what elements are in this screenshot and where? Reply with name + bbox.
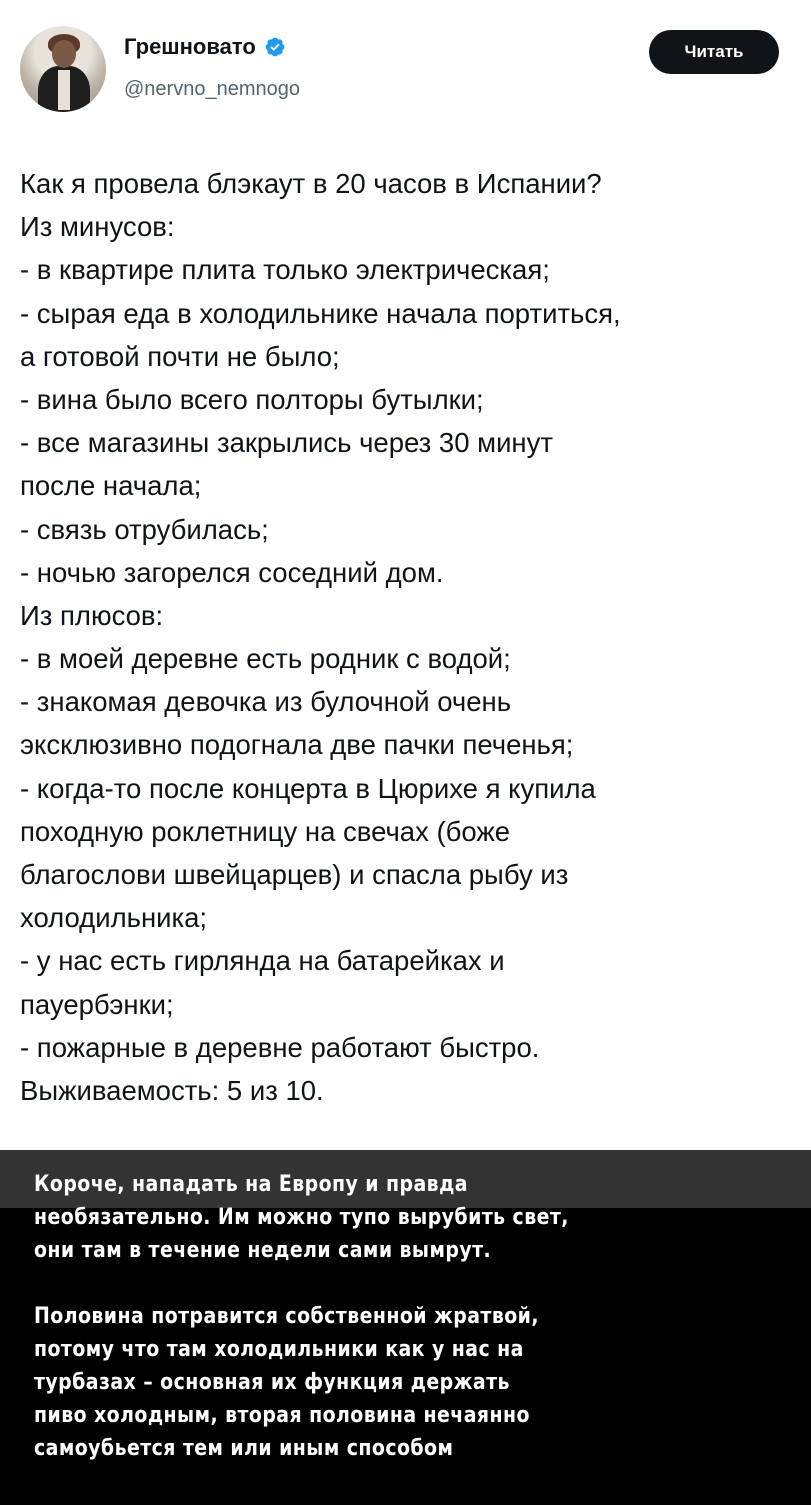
caption-line: самоубьется тем или иным способом xyxy=(34,1436,454,1461)
caption-line: они там в течение недели сами вымрут. xyxy=(34,1238,492,1263)
tweet-line: - пожарные в деревне работают быстро. xyxy=(20,1031,540,1063)
follow-button[interactable]: Читать xyxy=(649,30,779,74)
tweet-line: эксклюзивно подогнала две пачки печенья; xyxy=(20,729,574,761)
caption-line: турбазах – основная их функция держать xyxy=(34,1370,510,1395)
tweet-line: холодильника; xyxy=(20,902,208,934)
tweet-line: - ночью загорелся соседний дом. xyxy=(20,556,444,588)
tweet-line: походную роклетницу на свечах (боже xyxy=(20,815,511,847)
tweet-line: Выживаемость: 5 из 10. xyxy=(20,1074,324,1106)
tweet-line: - в квартире плита только электрическая; xyxy=(20,254,550,286)
caption-line: необязательно. Им можно тупо вырубить свет, xyxy=(34,1205,569,1230)
verified-badge-icon xyxy=(264,36,286,58)
tweet-line: Как я провела блэкаут в 20 часов в Испании? xyxy=(20,168,602,199)
tweet-line: - у нас есть гирлянда на батарейках и xyxy=(20,945,505,977)
caption-line: пиво холодным, вторая половина нечаянно xyxy=(34,1403,530,1428)
caption-text xyxy=(34,1168,794,1465)
caption-line: Половина потравится собственной жратвой, xyxy=(34,1304,539,1329)
caption-line: потому что там холодильники как у нас на xyxy=(34,1337,524,1362)
tweet-line: - все магазины закрылись через 30 минут xyxy=(20,427,553,459)
caption-line: Короче, нападать на Европу и правда xyxy=(34,1172,469,1197)
author-handle[interactable]: @nervno_nemnogo xyxy=(124,78,300,100)
tweet-line: а готовой почти не было; xyxy=(20,340,340,372)
tweet-line: пауербэнки; xyxy=(20,988,174,1020)
meme-caption xyxy=(0,1150,811,1505)
avatar[interactable] xyxy=(20,26,106,112)
tweet-line: Из минусов: xyxy=(20,211,175,243)
tweet-line: - когда-то после концерта в Цюрихе я купила xyxy=(20,772,596,804)
tweet-line: - знакомая девочка из булочной очень xyxy=(20,686,512,718)
display-name[interactable]: Грешновато xyxy=(124,34,256,59)
tweet-line: - в моей деревне есть родник с водой; xyxy=(20,643,511,675)
tweet-line: - вина было всего полторы бутылки; xyxy=(20,383,484,415)
tweet-line: Из плюсов: xyxy=(20,599,164,631)
author-name-row xyxy=(124,34,286,60)
tweet-line: - сырая еда в холодильнике начала портиться, xyxy=(20,297,621,329)
tweet-line: после начала; xyxy=(20,470,202,502)
tweet-line: благослови швейцарцев) и спасла рыбу из xyxy=(20,859,569,890)
tweet-line: - связь отрубилась; xyxy=(20,513,269,545)
tweet-text xyxy=(20,162,800,1112)
